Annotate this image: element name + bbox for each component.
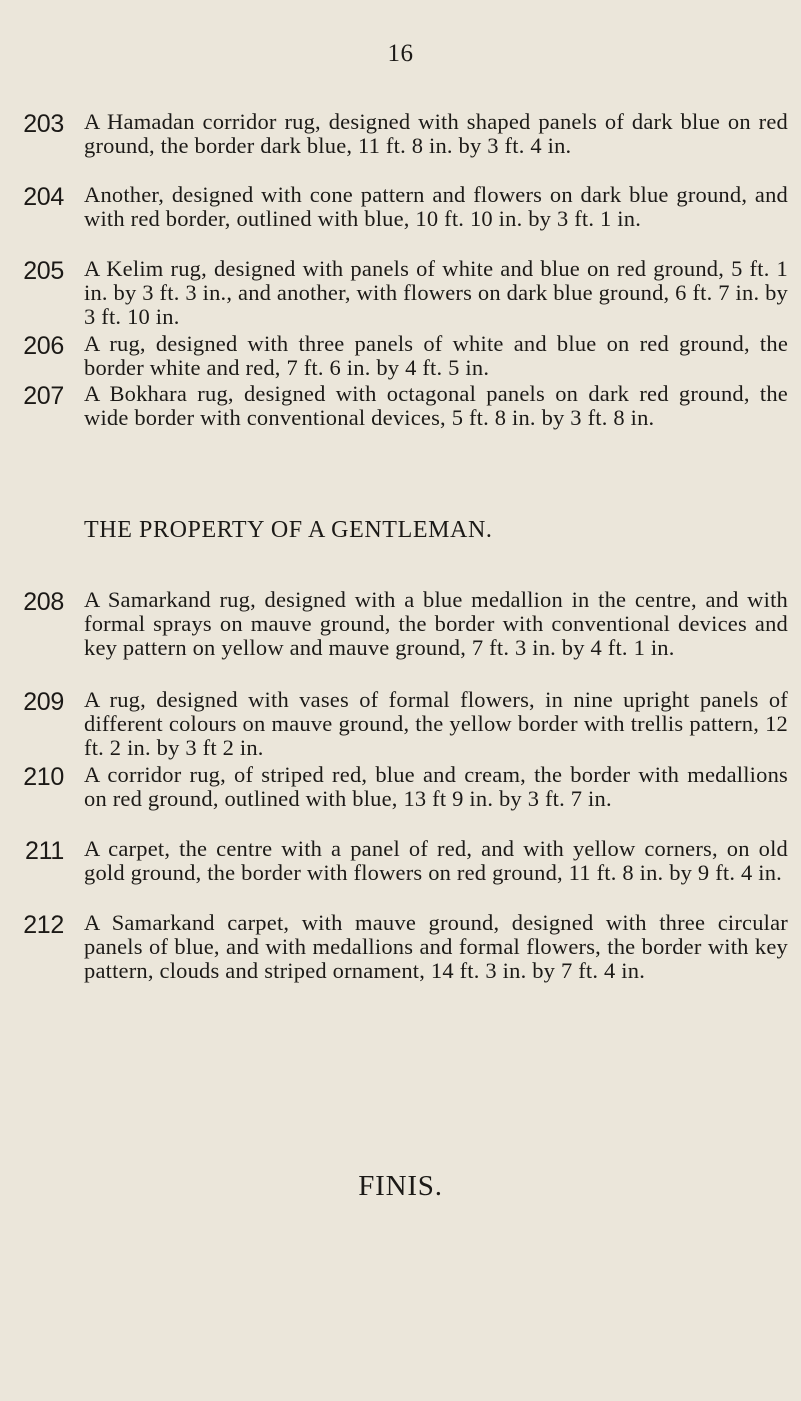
- lot-description: A Bokhara rug, designed with octagonal panels on dark red ground, the wide border with conventional devices, 5 ft. 8 in. by 3 ft. 8 in.: [84, 381, 788, 430]
- lot-description: A carpet, the centre with a panel of red, and with yellow corners, on old gold ground, the border with flowers on red ground, 11 ft. 8 in. by 9 ft. 4 in.: [84, 836, 788, 885]
- lot-number: 206: [23, 332, 64, 360]
- lot-description: A rug, designed with vases of formal flowers, in nine upright panels of different colours on mauve ground, the yellow border with trellis pattern, 12 ft. 2 in. by 3 ft 2 in.: [84, 687, 788, 760]
- lot-number: 207: [23, 382, 64, 410]
- lot-number: 208: [23, 588, 64, 616]
- lot-description: A Samarkand carpet, with mauve ground, designed with three circular panels of blue, and with medallions and formal flowers, the border with key pattern, clouds and striped ornament, 14 ft. 3 in. by 7 ft. 4 in.: [84, 910, 788, 983]
- lot-number: 210: [23, 763, 64, 791]
- lot-description: A corridor rug, of striped red, blue and cream, the border with medallions on red ground, outlined with blue, 13 ft 9 in. by 3 ft. 7 in.: [84, 762, 788, 811]
- lot-number: 205: [23, 257, 64, 285]
- lot-number: 204: [23, 183, 64, 211]
- lot-number: 209: [23, 688, 64, 716]
- page-number: 16: [387, 40, 414, 67]
- lot-description: A Kelim rug, designed with panels of white and blue on red ground, 5 ft. 1 in. by 3 ft. 3 in., and another, with flowers on dark blue ground, 6 ft. 7 in. by 3 ft. 10 in.: [84, 256, 788, 329]
- lot-description: Another, designed with cone pattern and flowers on dark blue ground, and with red border, outlined with blue, 10 ft. 10 in. by 3 ft. 1 in.: [84, 182, 788, 231]
- lot-description: A Samarkand rug, designed with a blue medallion in the centre, and with formal sprays on mauve ground, the border with conventional devices and key pattern on yellow and mauve ground, 7 ft. 3 in. by 4 ft. 1 in.: [84, 587, 788, 660]
- lot-number: 211: [25, 837, 64, 865]
- section-title: THE PROPERTY OF A GENTLEMAN.: [84, 517, 493, 543]
- lot-description: A Hamadan corridor rug, designed with shaped panels of dark blue on red ground, the border dark blue, 11 ft. 8 in. by 3 ft. 4 in.: [84, 109, 788, 158]
- lot-number: 203: [23, 110, 64, 138]
- lot-description: A rug, designed with three panels of white and blue on red ground, the border white and red, 7 ft. 6 in. by 4 ft. 5 in.: [84, 331, 788, 380]
- finis-mark: FINIS.: [358, 1170, 443, 1202]
- lot-number: 212: [23, 911, 64, 939]
